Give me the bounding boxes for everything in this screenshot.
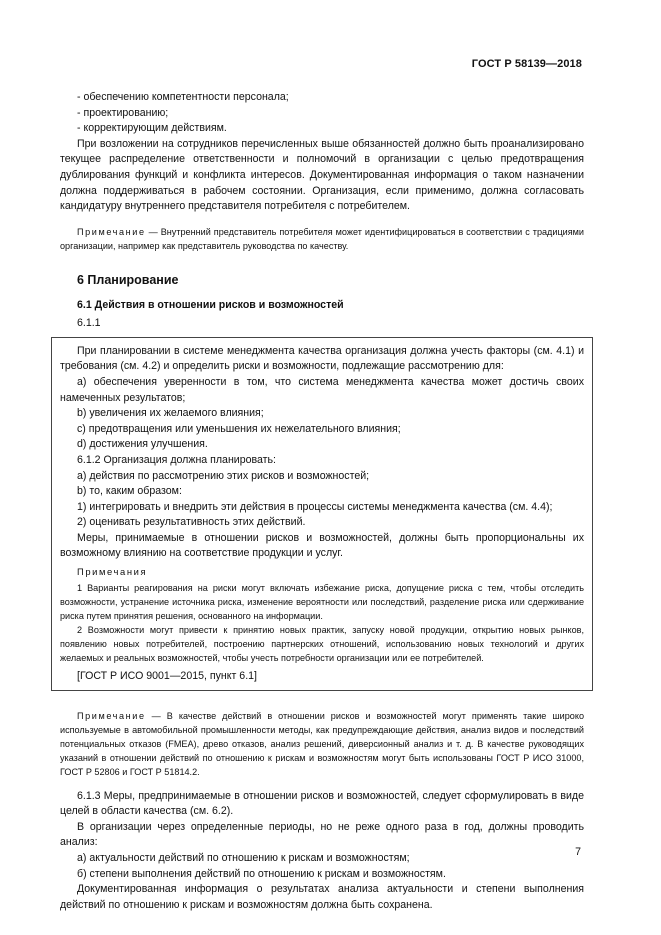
box-note: 2 Возможности могут привести к принятию новых практик, запуску новой продукции, открытию новых рынков, появлению новых потребителей, построению партнерских отношений, использованию новых технологий и других желаемых и реальных возможностей, чтобы учесть потребности организации или ее потребителей. — [60, 625, 584, 664]
list-item: б) степени выполнения действий по отношению к рискам и возможностям. — [77, 867, 446, 880]
document-body — [60, 90, 584, 913]
notes-heading: Примечания — [77, 566, 148, 578]
list-item: а) актуальности действий по отношению к рискам и возможностям; — [77, 852, 410, 865]
list-item: - обеспечению компетентности персонала; — [77, 91, 289, 103]
subsection-title: 6.1 Действия в отношении рисков и возможностей — [77, 298, 344, 311]
box-line: При планировании в системе менеджмента качества организация должна учесть факторы (см. 4.1) и требования (см. 4.2) и определить риски и возможности, подлежащие рассмотрению для: — [60, 344, 584, 373]
list-item: - проектированию; — [77, 106, 169, 119]
box-line: 2) оценивать результативность этих действий. — [77, 516, 306, 529]
clause-number: 6.1.1 — [77, 316, 101, 329]
note-text: — В качестве действий в отношении рисков и возможностей могут применять такие широко используемые в автомобильной промышленности методы, как предупреждающие действия, анализ видов и последствий потенциальных отказов (FMEA), древо отказов, анализ решений, диверсионный анализ и т. д. В качестве руководящих указаний в отношении действий по отношению к рискам и возможностям могут быть использованы ГОСТ Р ИСО 31000, ГОСТ Р 52806 и ГОСТ Р 51814.2. — [60, 710, 584, 777]
box-line: b) то, каким образом: — [77, 485, 182, 498]
note — [60, 225, 584, 253]
box-line: Меры, принимаемые в отношении рисков и возможностей, должны быть пропорциональны их возможному влиянию на соответствие продукции и услуг. — [60, 531, 584, 560]
paragraph: Документированная информация о результатах анализа актуальности и степени выполнения действий по отношению к рискам и возможностям должна быть сохранена. — [60, 883, 584, 911]
box-line: с) предотвращения или уменьшения их нежелательного влияния; — [77, 422, 401, 435]
box-line: а) действия по рассмотрению этих рисков и возможностей; — [77, 469, 370, 482]
paragraph: В организации через определенные периоды, но не реже одного раза в год, должны проводить анализ: — [60, 820, 584, 849]
note-text: — Внутренний представитель потребителя может идентифицироваться в соответствии с традициями организации, например как представитель руководства по качеству. — [60, 226, 584, 251]
paragraph: При возложении на сотрудников перечисленных выше обязанностей должно быть проанализировано текущее распределение ответственности и полномочий в организации с целью предотвращения дублирования функций и конфликта интересов. Документированная информация о таком назначении должна поддерживаться в рабочем состоянии. Организация, если применимо, должна согласовать кандидатуру внутреннего представителя потребителя с потребителем. — [60, 137, 584, 213]
paragraph: 6.1.3 Меры, предпринимаемые в отношении рисков и возможностей, следует сформулировать в виде целей в области качества (см. 6.2). — [60, 789, 584, 818]
box-line: 1) интегрировать и внедрить эти действия в процессы системы менеджмента качества (см. 4.4); — [77, 500, 553, 513]
box-line: d) достижения улучшения. — [77, 438, 208, 451]
note-label: Примечание — [77, 226, 146, 237]
box-line: b) увеличения их желаемого влияния; — [77, 407, 264, 420]
box-line: а) обеспечения уверенности в том, что система менеджмента качества может достичь своих намеченных результатов; — [60, 375, 584, 404]
note-label: Примечание — [77, 710, 146, 721]
note — [60, 709, 584, 779]
page-number: 7 — [575, 846, 581, 858]
section-title: 6 Планирование — [77, 272, 179, 287]
document-header: ГОСТ Р 58139—2018 — [471, 58, 582, 70]
box-line: 6.1.2 Организация должна планировать: — [77, 453, 276, 466]
quoted-standard-box — [51, 337, 593, 691]
box-reference: [ГОСТ Р ИСО 9001—2015, пункт 6.1] — [77, 670, 257, 683]
list-item: - корректирующим действиям. — [77, 122, 227, 135]
box-note: 1 Варианты реагирования на риски могут включать избежание риска, допущение риска с тем, чтобы отследить возможности, устранение источника риска, изменение вероятности или последствий, разделение риска или сдерживание риска путем принятия решения, основанного на информации. — [60, 583, 584, 622]
